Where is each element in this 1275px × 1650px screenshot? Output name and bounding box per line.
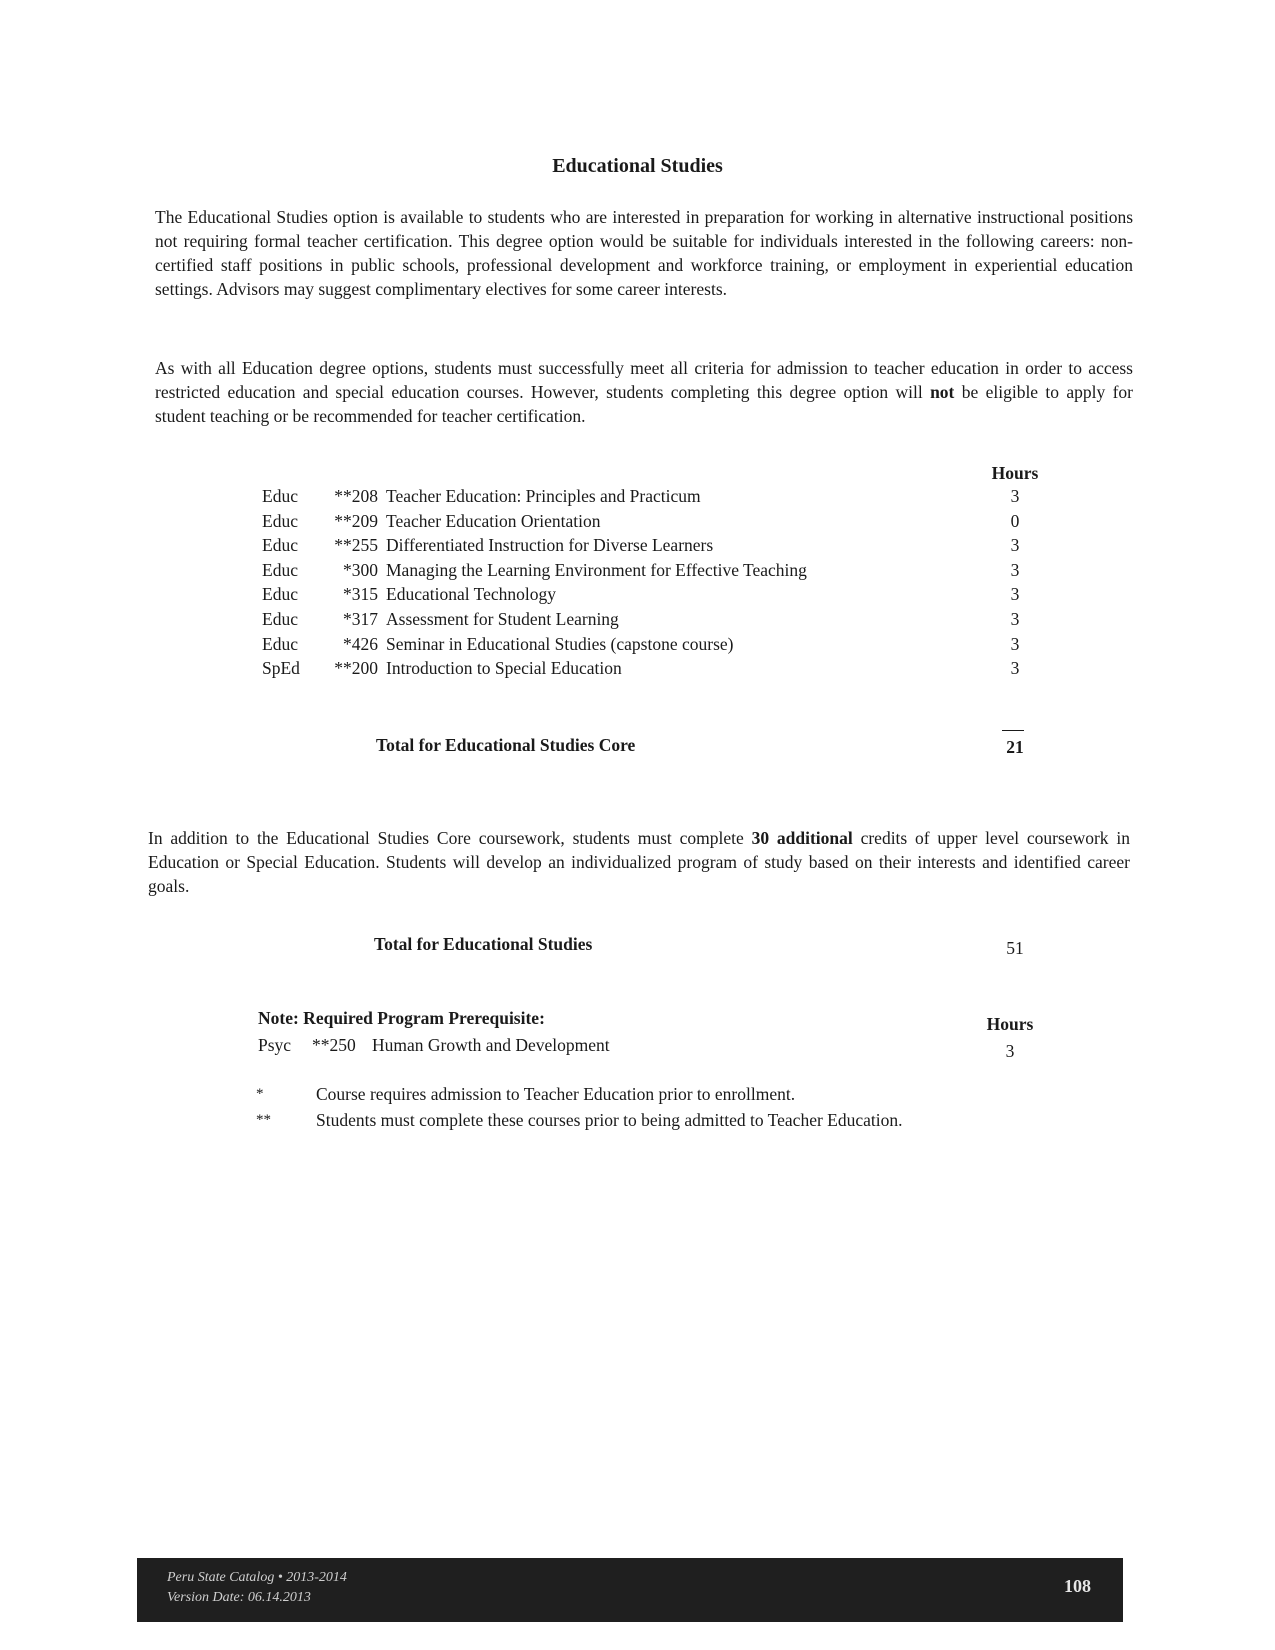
course-number: *426 bbox=[343, 633, 378, 654]
page-footer bbox=[137, 1558, 1123, 1622]
footer-version-date: Version Date: 06.14.2013 bbox=[167, 1590, 311, 1605]
course-dept: Educ bbox=[262, 559, 298, 580]
course-title: Teacher Education: Principles and Practicum bbox=[386, 486, 701, 506]
course-title: Educational Technology bbox=[386, 584, 557, 605]
additional-text-start: In addition to the Educational Studies Core coursework, students must complete bbox=[148, 828, 752, 848]
course-title: Seminar in Educational Studies (capstone course) bbox=[386, 633, 734, 654]
course-dept: Educ bbox=[262, 608, 298, 629]
footnote-mark: * bbox=[256, 1086, 264, 1102]
prerequisite-number: **250 bbox=[312, 1035, 356, 1055]
admission-text-end: be eligible to apply for student teaching or be recommended for teacher certification. bbox=[155, 382, 1133, 426]
footnote-mark: ** bbox=[256, 1112, 271, 1128]
page-title: Educational Studies bbox=[552, 155, 723, 177]
prerequisite-hours: 3 bbox=[1005, 1041, 1015, 1061]
course-hours: 3 bbox=[1010, 584, 1020, 605]
course-number: **255 bbox=[334, 535, 378, 556]
course-hours: 3 bbox=[1010, 608, 1020, 629]
total-divider bbox=[1002, 730, 1024, 731]
course-hours: 3 bbox=[1010, 633, 1020, 654]
footer-catalog-info bbox=[167, 1568, 347, 1608]
course-title: Managing the Learning Environment for Effective Teaching bbox=[386, 559, 807, 580]
total-core-label: Total for Educational Studies Core bbox=[376, 735, 636, 755]
course-title: Differentiated Instruction for Diverse Learners bbox=[386, 535, 714, 556]
course-number: **208 bbox=[334, 486, 378, 506]
hours-column-header: Hours bbox=[991, 463, 1039, 483]
additional-text-emphasis: 30 additional bbox=[751, 828, 853, 848]
footnote-text: Students must complete these courses prior to being admitted to Teacher Education. bbox=[316, 1110, 903, 1130]
intro-paragraph: The Educational Studies option is available to students who are interested in preparation for working in alternative instructional positions not requiring formal teacher certification. This degree option would be suitable for individuals interested in the following careers: non-certified staff positions in public schools, professional development and workforce training, or employment in experiential education settings. Advisors may suggest complimentary electives for some career interests. bbox=[155, 207, 1133, 299]
course-dept: Educ bbox=[262, 633, 298, 654]
course-hours: 0 bbox=[1010, 510, 1020, 531]
course-hours: 3 bbox=[1010, 559, 1020, 580]
course-dept: SpEd bbox=[262, 658, 300, 679]
total-core-value: 21 bbox=[1006, 737, 1024, 757]
course-dept: Educ bbox=[262, 510, 298, 531]
footer-catalog-title: Peru State Catalog • 2013-2014 bbox=[167, 1570, 347, 1585]
course-dept: Educ bbox=[262, 535, 298, 556]
course-hours: 3 bbox=[1010, 658, 1020, 679]
course-number: *300 bbox=[343, 559, 378, 580]
course-title: Assessment for Student Learning bbox=[386, 608, 619, 629]
additional-credits-paragraph bbox=[148, 826, 1130, 898]
prerequisite-title: Human Growth and Development bbox=[372, 1035, 610, 1055]
page-number: 108 bbox=[1064, 1576, 1091, 1596]
admission-text-start: As with all Education degree options, students must successfully meet all criteria for admission to teacher education in order to access restricted education and special education courses. However, students completing this degree option will bbox=[155, 358, 1133, 402]
total-program-value: 51 bbox=[1006, 938, 1024, 958]
course-title: Teacher Education Orientation bbox=[386, 510, 601, 531]
course-number: *317 bbox=[343, 608, 378, 629]
course-number: **209 bbox=[334, 510, 378, 531]
prerequisite-dept: Psyc bbox=[258, 1035, 292, 1055]
additional-text-end: credits of upper level coursework in Education or Special Education. Students will develop an individualized program of study based on their interests and identified career goals. bbox=[148, 828, 1130, 896]
course-dept: Educ bbox=[262, 584, 298, 605]
course-dept: Educ bbox=[262, 486, 298, 506]
prerequisite-course-row bbox=[258, 1033, 1048, 1059]
admission-text-emphasis: not bbox=[930, 382, 955, 402]
prerequisite-note-label: Note: Required Program Prerequisite: bbox=[258, 1008, 545, 1028]
admission-paragraph bbox=[155, 356, 1133, 428]
course-number: **200 bbox=[334, 658, 378, 679]
footnote-text: Course requires admission to Teacher Education prior to enrollment. bbox=[316, 1084, 796, 1104]
course-hours: 3 bbox=[1010, 535, 1020, 556]
course-hours: 3 bbox=[1010, 486, 1020, 506]
course-number: *315 bbox=[343, 584, 378, 605]
prerequisite-hours-header: Hours bbox=[986, 1014, 1034, 1034]
course-title: Introduction to Special Education bbox=[386, 658, 622, 679]
total-program-label: Total for Educational Studies bbox=[374, 934, 593, 954]
